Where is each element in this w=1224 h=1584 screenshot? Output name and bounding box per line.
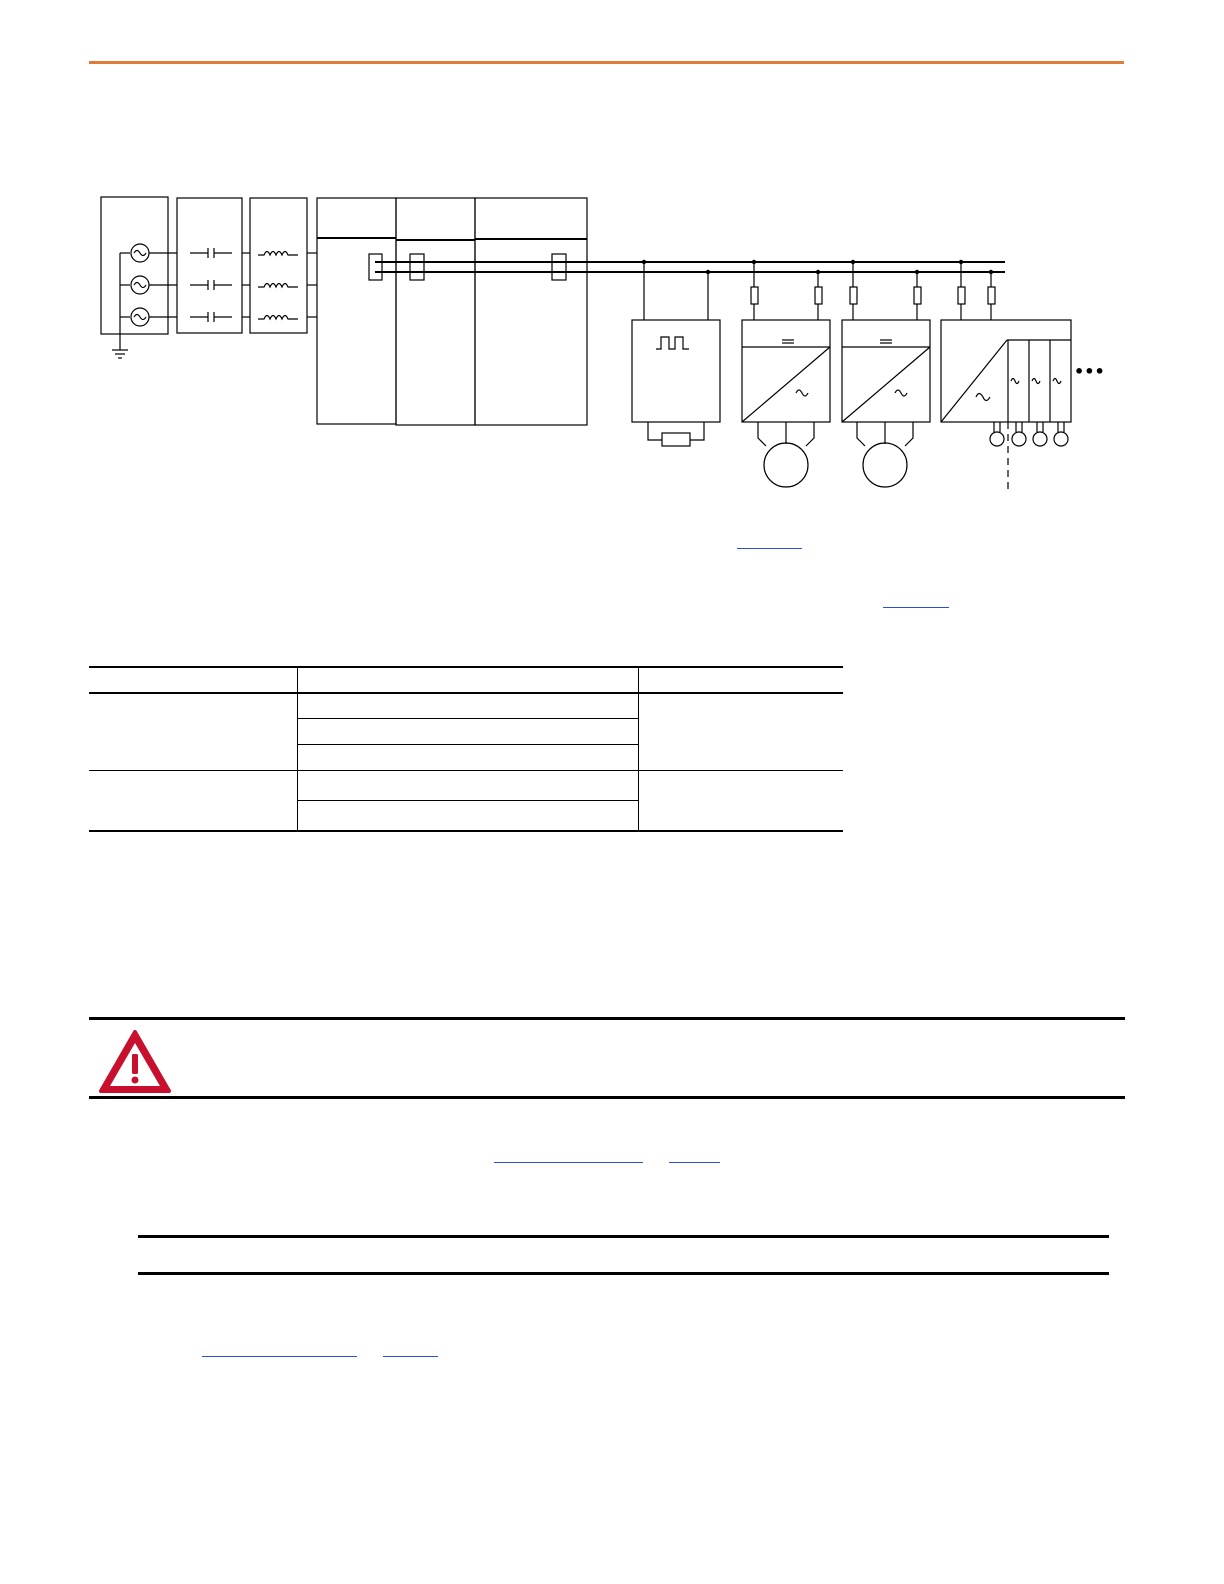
multi-axis-inverter [941, 320, 1071, 422]
inverter-module-1 [742, 320, 830, 422]
capacitor-module [475, 198, 587, 425]
shunt-module [632, 320, 720, 422]
warning-top-rule [89, 1017, 1125, 1020]
bus-fuse [410, 254, 424, 280]
shunt-resistor [662, 433, 690, 446]
note-top-rule [138, 1235, 1109, 1238]
contactor-box [177, 198, 242, 333]
inverter-fuse [988, 287, 995, 304]
more-axes-indicator: ••• [1074, 362, 1105, 381]
motor-icon [1054, 432, 1068, 446]
table-bottom-rule [89, 830, 843, 832]
inverter-fuse [815, 287, 822, 304]
link-underline[interactable] [383, 1356, 438, 1357]
bus-fuse [369, 254, 382, 280]
note-bottom-rule [138, 1272, 1109, 1275]
supply-module [317, 198, 396, 424]
motor-icon [1012, 432, 1026, 446]
table-header-rule [89, 692, 843, 694]
line-reactor-box [250, 198, 307, 333]
link-underline[interactable] [737, 548, 802, 549]
pulse-icon [656, 337, 689, 349]
link-underline[interactable] [883, 607, 949, 608]
motor-icon [990, 432, 1004, 446]
converter-module [396, 198, 475, 425]
ac-source-box [101, 197, 168, 334]
link-underline[interactable] [669, 1162, 720, 1163]
warning-triangle-icon [98, 1029, 172, 1095]
inverter-fuse [751, 287, 758, 304]
bus-fuse [552, 254, 566, 280]
link-underline[interactable] [202, 1356, 357, 1357]
power-schematic-diagram [0, 0, 1224, 500]
table-top-rule [89, 666, 843, 668]
motor-icon [1033, 432, 1047, 446]
motor-icon [863, 443, 907, 487]
motor-icon [764, 443, 808, 487]
warning-bottom-rule [89, 1096, 1125, 1099]
link-underline[interactable] [494, 1162, 643, 1163]
inverter-fuse [850, 287, 857, 304]
inverter-fuse [958, 287, 965, 304]
inverter-module-2 [842, 320, 930, 422]
inverter-fuse [914, 287, 921, 304]
